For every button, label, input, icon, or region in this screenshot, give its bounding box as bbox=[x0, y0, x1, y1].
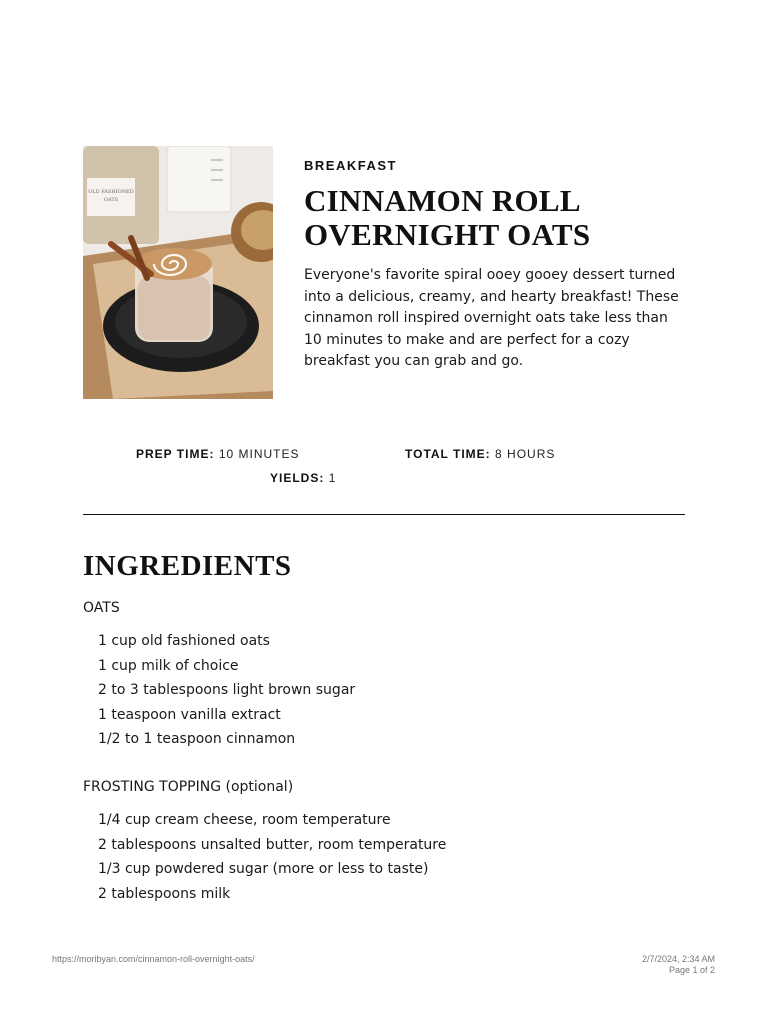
footer-info bbox=[642, 954, 715, 976]
ingredient-group-title-oats: OATS bbox=[83, 600, 120, 616]
ingredient-item: 2 tablespoons unsalted butter, room temperature bbox=[98, 836, 447, 853]
ingredients-heading: INGREDIENTS bbox=[83, 550, 292, 582]
ingredient-item: 1/3 cup powdered sugar (more or less to taste) bbox=[98, 861, 429, 877]
ingredient-list-frosting bbox=[98, 808, 446, 906]
ingredient-item: 1 teaspoon vanilla extract bbox=[98, 706, 281, 723]
prep-time-label: PREP TIME: bbox=[136, 447, 215, 461]
prep-time-value: 10 MINUTES bbox=[218, 447, 300, 461]
ingredient-group-title-frosting: FROSTING TOPPING (optional) bbox=[83, 779, 294, 795]
ingredient-item: 1 cup old fashioned oats bbox=[98, 633, 270, 649]
total-time-value: 8 HOURS bbox=[495, 447, 556, 461]
footer-url[interactable]: https://moribyan.com/cinnamon-roll-overnight-oats/ bbox=[52, 954, 255, 964]
ingredient-item: 1 cup milk of choice bbox=[98, 657, 239, 674]
footer-datetime: 2/7/2024, 2:34 AM bbox=[641, 954, 715, 964]
yields-label: YIELDS: bbox=[270, 471, 325, 485]
footer-page-number: Page 1 of 2 bbox=[668, 965, 715, 975]
recipe-photo bbox=[83, 146, 273, 399]
ingredient-item: 2 tablespoons milk bbox=[98, 885, 231, 902]
yields-value: 1 bbox=[328, 471, 337, 485]
ingredient-item: 2 to 3 tablespoons light brown sugar bbox=[98, 682, 356, 698]
recipe-photo-illustration bbox=[83, 146, 273, 399]
jar-label-line1: OLD FASHIONED bbox=[88, 189, 134, 195]
yields bbox=[270, 471, 336, 485]
recipe-description: Everyone's favorite spiral ooey gooey dessert turned into a delicious, creamy, and hearty breakfast! These cinnamon roll inspired overnight oats take less than 10 minutes to make and are perfect for a cozy breakfast you can grab and go. bbox=[304, 267, 679, 370]
total-time bbox=[405, 447, 555, 461]
ingredient-item: 1/2 to 1 teaspoon cinnamon bbox=[98, 731, 296, 747]
ingredient-item: 1/4 cup cream cheese, room temperature bbox=[98, 812, 391, 828]
section-divider bbox=[83, 514, 685, 515]
prep-time bbox=[136, 447, 300, 461]
recipe-category: BREAKFAST bbox=[304, 158, 397, 173]
total-time-label: TOTAL TIME: bbox=[405, 447, 491, 461]
ingredient-list-oats bbox=[98, 629, 355, 752]
jar-label-line2: OATS bbox=[103, 197, 119, 203]
recipe-title: CINNAMON ROLL OVERNIGHT OATS bbox=[304, 183, 591, 252]
